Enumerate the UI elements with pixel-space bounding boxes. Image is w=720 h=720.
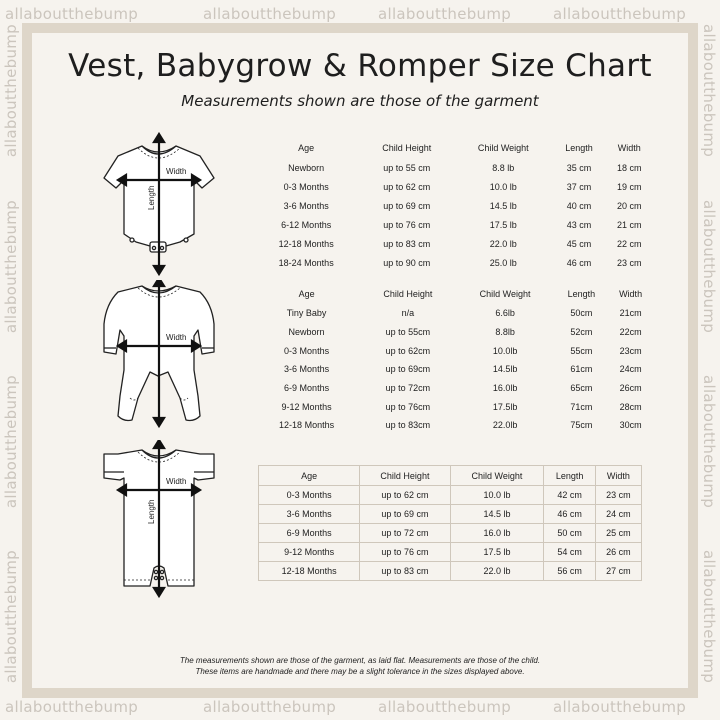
col-height-header: Child Height	[382, 143, 432, 153]
cell-height: up to 62cm	[385, 345, 431, 356]
page-title: Vest, Babygrow & Romper Size Chart	[68, 48, 652, 84]
footer-note	[0, 655, 720, 677]
table-row	[259, 505, 642, 524]
watermark-bottom-4: allaboutthebump	[553, 698, 687, 716]
cell-height: up to 62 cm	[360, 486, 450, 505]
cell-age: 3-6 Months	[283, 200, 329, 211]
cell-length: 65cm	[570, 383, 593, 394]
watermark-right-2: allaboutthebump	[700, 200, 718, 334]
footer-line-2: These items are handmade and there may be a slight tolerance in the sizes displayed above.	[195, 667, 525, 676]
table-row	[253, 196, 653, 215]
cell-length: 45 cm	[566, 238, 592, 249]
col-width-header: Width	[619, 289, 643, 299]
table-header-row	[253, 138, 653, 158]
cell-height: up to 55 cm	[383, 162, 431, 173]
watermark-top-4: allaboutthebump	[553, 5, 687, 23]
watermark-right-3: allaboutthebump	[700, 375, 718, 509]
cell-weight: 17.5 lb	[450, 543, 544, 562]
watermark-bottom-2: allaboutthebump	[203, 698, 337, 716]
col-length-header: Length	[567, 289, 596, 299]
table-row	[253, 323, 653, 342]
table-row	[253, 177, 653, 196]
table-row	[253, 379, 653, 398]
cell-height: up to 69 cm	[360, 505, 450, 524]
cell-age: 3-6 Months	[284, 364, 330, 375]
cell-length: 71cm	[570, 401, 593, 412]
col-weight-header: Child Weight	[477, 143, 529, 153]
table-header-row	[253, 284, 653, 304]
table-row	[259, 524, 642, 543]
watermark-right-4: allaboutthebump	[700, 550, 718, 684]
cell-height: up to 83 cm	[360, 562, 450, 581]
cell-length: 42 cm	[544, 486, 596, 505]
cell-age: 0-3 Months	[259, 486, 360, 505]
cell-height: up to 72 cm	[360, 524, 450, 543]
col-length-header: Length	[544, 466, 596, 486]
table-row	[259, 486, 642, 505]
babygrow-diagram	[94, 280, 224, 430]
cell-weight: 8.8 lb	[492, 162, 515, 173]
cell-length: 61cm	[570, 364, 593, 375]
cell-height: up to 76cm	[385, 401, 431, 412]
table-row	[253, 234, 653, 253]
cell-height: up to 72cm	[385, 383, 431, 394]
cell-height: up to 83cm	[385, 420, 431, 431]
table-row	[253, 304, 653, 323]
cell-age: 12-18 Months	[259, 562, 360, 581]
footer-line-1: The measurements shown are those of the garment, as laid flat. Measurements are those of the child.	[179, 656, 541, 665]
watermark-top-2: allaboutthebump	[203, 5, 337, 23]
cell-weight: 10.0 lb	[450, 486, 544, 505]
cell-weight: 14.5lb	[492, 364, 518, 375]
cell-weight: 17.5lb	[492, 401, 518, 412]
cell-weight: 22.0 lb	[489, 238, 517, 249]
watermark-right-1: allaboutthebump	[700, 24, 718, 158]
col-height-header: Child Height	[360, 466, 450, 486]
cell-weight: 14.5 lb	[489, 200, 517, 211]
cell-length: 35 cm	[566, 162, 592, 173]
vest-size-table	[253, 138, 653, 272]
cell-width: 18 cm	[617, 162, 642, 173]
cell-age: 18-24 Months	[278, 257, 334, 268]
cell-length: 50 cm	[544, 524, 596, 543]
cell-height: up to 62 cm	[383, 181, 431, 192]
cell-length: 52cm	[570, 327, 593, 338]
table-row	[259, 562, 642, 581]
cell-width: 19 cm	[617, 181, 642, 192]
cell-age: 6-9 Months	[284, 383, 330, 394]
cell-width: 21 cm	[617, 219, 642, 230]
col-length-header: Length	[565, 143, 593, 153]
col-age-header: Age	[298, 143, 315, 153]
cell-width: 30cm	[619, 420, 642, 431]
table-row	[259, 543, 642, 562]
cell-width: 22 cm	[617, 238, 642, 249]
vest-length-label: Length	[147, 185, 156, 210]
cell-width: 26cm	[619, 383, 642, 394]
cell-length: 40 cm	[566, 200, 592, 211]
cell-width: 23 cm	[617, 257, 642, 268]
cell-length: 75cm	[570, 420, 593, 431]
cell-height: up to 76 cm	[383, 219, 431, 230]
table-row	[253, 416, 653, 435]
cell-length: 56 cm	[544, 562, 596, 581]
cell-weight: 10.0 lb	[489, 181, 517, 192]
cell-width: 27 cm	[595, 562, 641, 581]
cell-height: up to 69cm	[385, 364, 431, 375]
cell-length: 50cm	[570, 308, 593, 319]
cell-age: 6-9 Months	[259, 524, 360, 543]
col-width-header: Width	[595, 466, 641, 486]
cell-weight: 8.8lb	[495, 327, 515, 338]
cell-height: n/a	[401, 308, 415, 319]
cell-length: 54 cm	[544, 543, 596, 562]
cell-age: 12-18 Months	[279, 420, 335, 431]
col-height-header: Child Height	[383, 289, 433, 299]
vest-diagram	[94, 132, 224, 282]
cell-age: 9-12 Months	[259, 543, 360, 562]
cell-width: 24cm	[619, 364, 642, 375]
cell-length: 46 cm	[566, 257, 592, 268]
romper-size-table	[258, 465, 642, 581]
cell-weight: 6.6lb	[495, 308, 515, 319]
romper-diagram	[94, 440, 224, 600]
cell-age: 12-18 Months	[278, 238, 334, 249]
cell-length: 37 cm	[566, 181, 592, 192]
cell-length: 55cm	[570, 345, 593, 356]
cell-width: 26 cm	[595, 543, 641, 562]
cell-width: 22cm	[619, 327, 642, 338]
cell-width: 24 cm	[595, 505, 641, 524]
cell-height: up to 55cm	[385, 327, 431, 338]
table-header-row	[259, 466, 642, 486]
romper-length-label: Length	[147, 499, 156, 524]
cell-age: 6-12 Months	[281, 219, 332, 230]
col-age-header: Age	[298, 289, 315, 299]
page-subtitle: Measurements shown are those of the garment	[181, 92, 539, 110]
cell-length: 46 cm	[544, 505, 596, 524]
table-row	[253, 360, 653, 379]
cell-width: 25 cm	[595, 524, 641, 543]
table-row	[253, 158, 653, 177]
cell-width: 23cm	[619, 345, 642, 356]
watermark-bottom-3: allaboutthebump	[378, 698, 512, 716]
cell-weight: 16.0 lb	[450, 524, 544, 543]
cell-age: Newborn	[288, 327, 325, 338]
cell-age: 0-3 Months	[283, 181, 329, 192]
cell-width: 28cm	[619, 401, 642, 412]
col-weight-header: Child Weight	[479, 289, 531, 299]
vest-width-label: Width	[166, 167, 187, 176]
cell-weight: 25.0 lb	[489, 257, 517, 268]
cell-width: 23 cm	[595, 486, 641, 505]
table-row	[253, 215, 653, 234]
cell-weight: 22.0 lb	[450, 562, 544, 581]
watermark-left-2: allaboutthebump	[2, 200, 20, 334]
watermark-left-4: allaboutthebump	[2, 550, 20, 684]
watermark-bottom-1: allaboutthebump	[5, 698, 139, 716]
watermark-left-1: allaboutthebump	[2, 24, 20, 158]
watermark-top-3: allaboutthebump	[378, 5, 512, 23]
cell-width: 21cm	[619, 308, 642, 319]
babygrow-width-label: Width	[166, 333, 187, 342]
romper-width-label: Width	[166, 477, 187, 486]
table-row	[253, 341, 653, 360]
watermark-left-3: allaboutthebump	[2, 375, 20, 509]
cell-weight: 22.0lb	[492, 420, 518, 431]
cell-weight: 10.0lb	[492, 345, 518, 356]
cell-age: 0-3 Months	[284, 345, 330, 356]
cell-height: up to 90 cm	[383, 257, 431, 268]
table-row	[253, 253, 653, 272]
cell-age: Newborn	[288, 162, 325, 173]
cell-height: up to 83 cm	[383, 238, 431, 249]
cell-weight: 16.0lb	[492, 383, 518, 394]
watermark-top-1: allaboutthebump	[5, 5, 139, 23]
cell-age: 9-12 Months	[281, 401, 332, 412]
cell-age: 3-6 Months	[259, 505, 360, 524]
cell-age: Tiny Baby	[286, 308, 327, 319]
table-row	[253, 397, 653, 416]
cell-weight: 17.5 lb	[489, 219, 517, 230]
cell-height: up to 69 cm	[383, 200, 431, 211]
col-age-header: Age	[259, 466, 360, 486]
cell-weight: 14.5 lb	[450, 505, 544, 524]
cell-length: 43 cm	[566, 219, 592, 230]
col-weight-header: Child Weight	[450, 466, 544, 486]
cell-height: up to 76 cm	[360, 543, 450, 562]
babygrow-size-table	[253, 284, 653, 435]
cell-width: 20 cm	[617, 200, 642, 211]
col-width-header: Width	[617, 143, 641, 153]
